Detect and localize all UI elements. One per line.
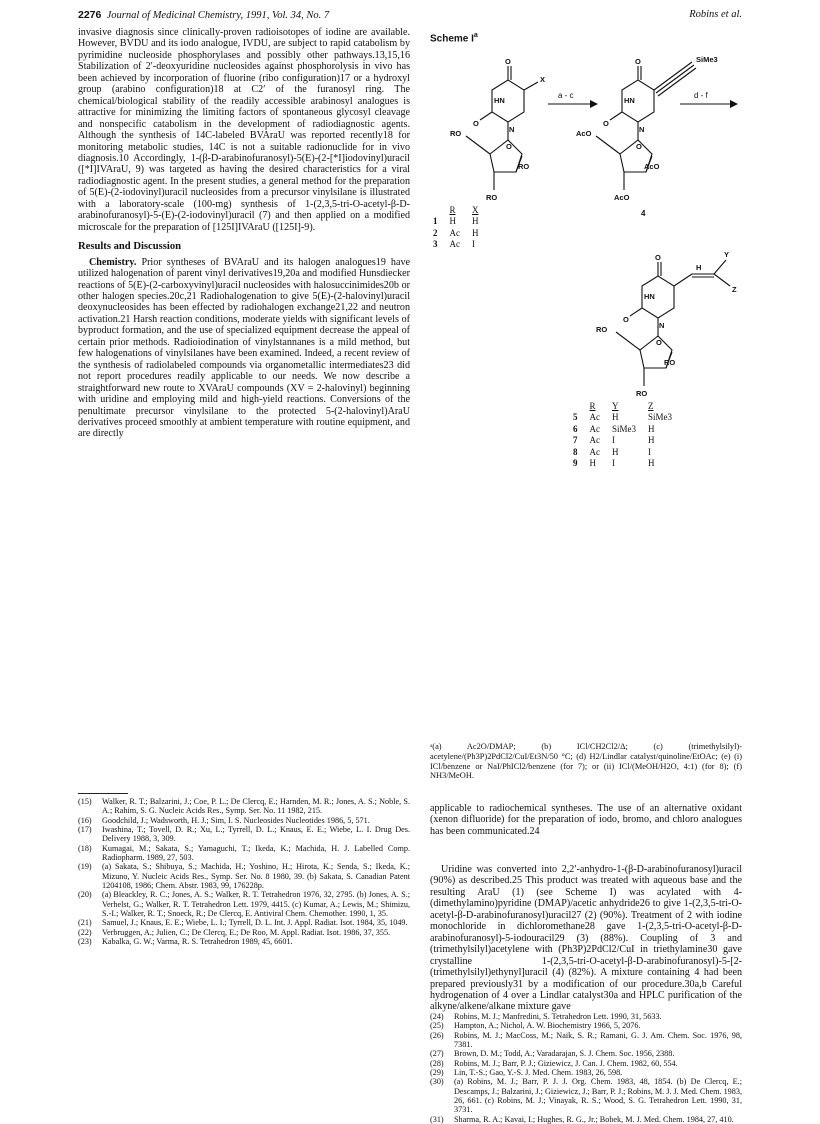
left-column-text xyxy=(78,27,410,440)
table-cell: Ac xyxy=(589,412,600,423)
svg-text:O: O xyxy=(636,142,642,151)
svg-text:O: O xyxy=(656,338,662,347)
scheme-title: Scheme $I^a$ xyxy=(430,32,478,45)
table-cell: H xyxy=(648,423,655,434)
right-column-text xyxy=(430,803,742,837)
compound-number: 1 xyxy=(433,216,438,227)
reference-item xyxy=(430,1068,742,1077)
reference-number: (27) xyxy=(430,1049,444,1059)
reference-item xyxy=(78,890,410,918)
reference-item xyxy=(78,928,410,937)
table-row xyxy=(428,229,484,238)
chemistry-paragraph: Chemistry. Prior syntheses of BVAraU and its halogen analogues19 have utilized halogenation of parent vinyl derivatives19,20a and modified Hunsdiecker reactions of 5(E)-(2-carboxyvinyl)uracil nucleosides with halosuccinimides20b or other halogen species.20c,21 Radiohalogenation to give 5(E)-(2-halovinyl)uracil deoxynucleosides has been effected by radiohalogen exchange21,22 and neutron activation.21 Harsh reaction conditions, moderate yields with significant levels of byproduct formation, and the use of specialized equipment decrease the appeal of certain prior methods. Radioiodination of vinylstannanes is a mild method, but few halogenations of vinylsilanes have been examined. Indeed, a recent review of the synthesis of radiolabeled compounds via organometallic intermediates23 did not report procedures readily applicable to our needs. We now describe a straightforward new route to XVAraU compounds (XV = 2-halovinyl) beginning with uridine and employing mild and high-yield reactions. Conversions of the penultimate precursor vinylsilane to the protected 5-(2-halovinyl)AraU derivatives proceed smoothly at ambient temperature with routine equipment, and are directly xyxy=(78,256,410,440)
reference-text: Robins, M. J.; Barr, P. J.; Giziewicz, J. Can. J. Chem. 1982, 60, 554. xyxy=(454,1058,678,1068)
reference-number: (25) xyxy=(430,1021,444,1031)
table-row xyxy=(568,425,677,434)
table-cell: SiMe3 xyxy=(612,423,637,434)
table-cell: H xyxy=(648,458,655,469)
reference-number: (29) xyxy=(430,1068,444,1078)
right-paragraph-1: applicable to radiochemical syntheses. The use of an alternative oxidant (xenon difluoride) for the preparation of iodo, bromo, and chloro analogues has been communicated.24 xyxy=(430,803,742,837)
svg-text:RO: RO xyxy=(636,389,648,398)
y-label: Y xyxy=(724,250,730,259)
reference-text: Goodchild, J.; Wadsworth, H. J.; Sim, I. S. Nucleosides Nucleotides 1986, 5, 571. xyxy=(102,815,370,825)
reference-number: (17) xyxy=(78,825,92,835)
svg-text:O: O xyxy=(655,253,661,262)
svg-text:AcO: AcO xyxy=(644,162,660,171)
x-label: X xyxy=(540,75,546,84)
svg-text:AcO: AcO xyxy=(614,193,630,202)
table-cell: I xyxy=(612,435,615,446)
reference-number: (28) xyxy=(430,1058,444,1068)
reference-text: Hampton, A.; Nichol, A. W. Biochemistry 1966, 5, 2076. xyxy=(454,1021,641,1031)
table-cell: H xyxy=(589,458,596,469)
table-cell: H xyxy=(648,435,655,446)
table-cell: Ac xyxy=(589,435,600,446)
reference-text: Lin, T.-S.; Gao, Y.-S. J. Med. Chem. 1983, 26, 598. xyxy=(454,1068,623,1078)
aco-label-4: AcO xyxy=(576,129,592,138)
running-header xyxy=(78,9,742,23)
table-cell: H xyxy=(612,446,619,457)
reference-number: (18) xyxy=(78,843,92,853)
table-cell: I xyxy=(648,446,652,457)
footnote-rule-left xyxy=(78,793,128,794)
table-row xyxy=(428,217,484,226)
reference-item xyxy=(78,937,410,946)
table-cell: Ac xyxy=(449,227,460,238)
arrow1-label: a - c xyxy=(558,91,574,100)
reference-item xyxy=(78,918,410,927)
reference-item xyxy=(430,1031,742,1050)
reference-text: (a) Robins, M. J.; Barr, P. J. J. Org. Chem. 1983, 48, 1854. (b) De Clercq, E.; Descamps, J.; Balzarini, J.; Giziewicz, J.; Barr, P. J.; Robins, M. J. J. Med. Chem. 1983, 26, 661. (c) Robins, M. J.; Vinayak, R. S.; Wood, S. G. Tetrahedron Lett. 1990, 31, 3731. xyxy=(454,1077,742,1115)
reference-item xyxy=(430,1077,742,1114)
reference-text: Robins, M. J.; Manfredini, S. Tetrahedron Lett. 1990, 31, 5633. xyxy=(454,1012,662,1021)
reference-text: Brown, D. M.; Todd, A.; Varadarajan, S. J. Chem. Soc. 1956, 2388. xyxy=(454,1049,675,1059)
right-column-text-2 xyxy=(430,864,742,1013)
svg-text:O: O xyxy=(635,57,641,66)
svg-text:O: O xyxy=(623,315,629,324)
compound-number: 5 xyxy=(573,412,578,423)
sime3-label: SiMe3 xyxy=(696,55,718,64)
reference-number: (23) xyxy=(78,937,92,947)
table-header-cell: Y xyxy=(612,401,619,411)
compound-number: 9 xyxy=(573,458,578,469)
reference-item xyxy=(78,862,410,890)
reference-item xyxy=(78,816,410,825)
reference-number: (24) xyxy=(430,1012,444,1021)
reference-item xyxy=(78,844,410,863)
scheme-caption: ᵃ(a) Ac2O/DMAP; (b) ICl/CH2Cl2/Δ; (c) (trimethylsilyl)-acetylene/(Ph3P)2PdCl2/CuI/Et3N/50 °C; (d) H2/Lindlar catalyst/quinoline/EtOAc; (e) (i) ICl/benzene or NaI/PhICl2/benzene (for 7); or (ii) ICl/(MeOH/H2O, 4:1) (for 8); (f) NH3/MeOH. xyxy=(430,742,742,781)
table-cell: H xyxy=(472,216,479,227)
compound-4-label: 4 xyxy=(641,209,646,218)
reference-text: Kabalka, G. W.; Varma, R. S. Tetrahedron 1989, 45, 6601. xyxy=(102,937,293,947)
table-cell: I xyxy=(612,458,615,469)
running-authors: Robins et al. xyxy=(689,9,742,20)
svg-text:RO: RO xyxy=(518,162,530,171)
table-row xyxy=(568,448,677,457)
reference-text: Kumagai, M.; Sakata, S.; Yamaguchi, T.; Ikeda, K.; Machida, H. J. Labelled Comp. Radiopharm. 1989, 27, 503. xyxy=(102,843,410,863)
table-cell: H xyxy=(449,216,456,227)
table-cell: H xyxy=(612,412,619,423)
reference-text: Sharma, R. A.; Kavai, I.; Hughes, R. G., Jr.; Bobek, M. J. Med. Chem. 1984, 27, 410. xyxy=(454,1114,734,1124)
reference-item xyxy=(430,1115,742,1124)
reference-item xyxy=(430,1059,742,1068)
svg-text:HN: HN xyxy=(644,292,655,301)
reference-text: Verbruggen, A.; Julien, C.; De Clercq, E.; De Roo, M. Appl. Radiat. Isot. 1986, 37, 355. xyxy=(102,927,391,937)
svg-text:RO: RO xyxy=(486,193,498,202)
reference-item xyxy=(78,797,410,816)
reference-text: Robins, M. J.; MacCoss, M.; Naik, S. R.; Ramani, G. J. Am. Chem. Soc. 1976, 98, 7381. xyxy=(454,1030,742,1050)
right-paragraph-2: Uridine was converted into 2,2′-anhydro-1-(β-D-arabinofuranosyl)uracil (90%) as described.25 This product was treated with aqueous base and the resulting AraU (1) (see Scheme I) was acylated with 4-(dimethylamino)pyridine (DMAP)/acetic anhydride26 to give 1-(2,3,5-tri-O-acetyl-β-D-arabinofuranosyl)uracil27 (2) (90%). Treatment of 2 with iodine monochloride in dichloromethane28 gave 1-(2,3,5-tri-O-acetyl-β-D-arabinofuranosyl)-5-iodouracil29 (3) (88%). Coupling of 3 and (trimethylsilyl)acetylene with (Ph3P)2PdCl2/CuI in triethylamine30 gave crystalline 1-(2,3,5-tri-O-acetyl-β-D-arabinofuranosyl)-5-[2-(trimethylsilyl)ethynyl]uracil (4) (82%). A mixture containing 4 had been prepared previously31 by a modification of our procedure.30a,b Careful hydrogenation of 4 over a Lindlar catalyst30a and HPLC purification of the alkyne/alkene/alkane mixture gave xyxy=(430,864,742,1013)
svg-text:O: O xyxy=(473,119,479,128)
reference-number: (19) xyxy=(78,862,92,872)
table-header-cell xyxy=(428,206,443,215)
chemistry-lead: Chemistry. xyxy=(89,256,137,268)
table-header-cell xyxy=(568,402,583,411)
reference-item xyxy=(78,825,410,844)
table-cell: I xyxy=(472,239,475,250)
intro-paragraph: invasive diagnosis since clinically-proven radioisotopes of iodine are available. However, BVDU and its iodo analogue, IVDU, are subject to rapid catabolism by pyrimidine nucleoside phosphorylases and possibly other pathways.13,15,16 Stabilization of 2′-deoxyuridine nucleosides against phosphorolysis in vivo has been achieved by incorporation of fluorine (ribo configuration)17 or a hydroxyl group (arabino configuration)18 at C2′ of the furanosyl ring. The chemical/biological stability of the readily accessible arabinosyl analogues is attractive for minimizing the limiting factors of spontaneous glycosyl cleavage and nonspecific catabolism in the development of radiodiagnostic agents. Although the synthesis of 14C-labeled BVAraU was reported recently18 for monitoring metabolic studies, 14C is not a suitable radionuclide for in vivo diagnosis.10 Accordingly, 1-(β-D-arabinofuranosyl)-5(E)-(2-[*I]iodovinyl)uracil ([*I]IVAraU, 9) was targeted as having the desired characteristics for a viral radiodiagnostic agent. In the present studies, a general method for the preparation of 5(E)-(2-iodovinyl)uracil nucleosides from a precursor vinylsilane is illustrated with a laboratory-scale (100-mg) synthesis of 1-(2,3,5-tri-O-acetyl-β-D-arabinofuranosyl)-5-(E)-(2-iodovinyl)uracil (7) and then applied on a modified microscale for the preparation of [125I]IVAraU ([125I]-9). xyxy=(78,27,410,233)
svg-text:HN: HN xyxy=(624,96,635,105)
reference-text: Iwashina, T.; Tovell, D. R.; Xu, L.; Tyrrell, D. L.; Knaus, E. E.; Wiebe, L. I. Drug Des. Delivery 1988, 3, 309. xyxy=(102,825,410,844)
reference-number: (15) xyxy=(78,797,92,806)
references-left xyxy=(78,797,410,947)
ro-label-1: RO xyxy=(450,129,462,138)
scheme-table-1 xyxy=(426,204,486,252)
svg-text:O: O xyxy=(506,142,512,151)
reference-text: Walker, R. T.; Balzarini, J.; Coe, P. L.; De Clercq, E.; Harnden, M. R.; Jones, A. S.; Noble, S. A.; Rahim, S. G. Nucleic Acids Res., Symp. Ser. No. 11 1982, 215. xyxy=(102,797,410,816)
compound-number: 7 xyxy=(573,435,578,446)
reference-item xyxy=(430,1049,742,1058)
table-cell: H xyxy=(472,227,479,238)
svg-text:O: O xyxy=(603,119,609,128)
table-header-cell: Z xyxy=(648,401,654,411)
table-header-cell: R xyxy=(589,401,596,411)
svg-text:RO: RO xyxy=(596,325,608,334)
compound-number: 3 xyxy=(433,239,438,250)
table-cell: Ac xyxy=(589,446,600,457)
reference-text: Samuel, J.; Knaus, E. E.; Wiebe, L. I.; Tyrrell, D. L. Int. J. Appl. Radiat. Isot. 1984, 35, 1049. xyxy=(102,918,408,928)
svg-text:O: O xyxy=(505,57,511,66)
table-row xyxy=(428,240,484,249)
hn-label-1: HN xyxy=(494,96,505,105)
svg-text:RO: RO xyxy=(664,358,676,367)
svg-text:N: N xyxy=(639,125,645,134)
svg-text:H: H xyxy=(696,263,702,272)
table-row xyxy=(568,459,677,468)
page-number: 2276 xyxy=(78,9,102,21)
svg-text:N: N xyxy=(659,321,665,330)
compound-number: 2 xyxy=(433,227,438,238)
reference-text: (a) Sakata, S.; Shibuya, S.; Machida, H.; Yoshino, H.; Hirota, K.; Senda, S.; Ikeda, K.; Mizuno, Y. Nucleic Acids Res., Symp. Ser. No. 8 1980, 39. (b) Sakata, S. Canadian Patent 1204108, 1986; Chem. Abstr. 1983, 99, 176228p. xyxy=(102,862,410,891)
reference-number: (26) xyxy=(430,1030,444,1040)
table-cell: Ac xyxy=(589,423,600,434)
reference-number: (21) xyxy=(78,918,92,928)
table-header-cell: X xyxy=(472,205,479,215)
section-heading: Results and Discussion xyxy=(78,241,182,253)
reference-number: (30) xyxy=(430,1077,444,1087)
arrow2-label: d - f xyxy=(694,91,708,100)
journal-citation: Journal of Medicinal Chemistry, 1991, Vol. 34, No. 7 xyxy=(106,10,330,21)
table-row xyxy=(568,436,677,445)
table-cell: Ac xyxy=(449,239,460,250)
reference-number: (22) xyxy=(78,927,92,937)
compound-number: 6 xyxy=(573,423,578,434)
reference-item xyxy=(430,1012,742,1021)
table-cell: SiMe3 xyxy=(648,412,673,423)
table-row xyxy=(568,413,677,422)
compound-number: 8 xyxy=(573,446,578,457)
reference-number: (20) xyxy=(78,890,92,900)
table-header-cell: R xyxy=(449,205,456,215)
reference-number: (16) xyxy=(78,815,92,825)
reference-item xyxy=(430,1021,742,1030)
scheme-table-2 xyxy=(566,400,679,470)
svg-text:N: N xyxy=(509,125,515,134)
reference-number: (31) xyxy=(430,1114,444,1124)
z-label: Z xyxy=(732,285,737,294)
reference-text: (a) Bleackley, R. C.; Jones, A. S.; Walker, R. T. Tetrahedron 1976, 32, 2795. (b) Jones, A. S.; Verhelst, G.; Walker, R. T. Tetrahedron Lett. 1979, 4415. (c) Kumar, A.; Lewis, M.; Shimizu, S.-I.; Walker, R. T.; Snoeck, R.; De Clercq, E. Antiviral Chem. Chemother. 1990, 1, 35. xyxy=(102,890,410,919)
references-right xyxy=(430,1012,742,1124)
